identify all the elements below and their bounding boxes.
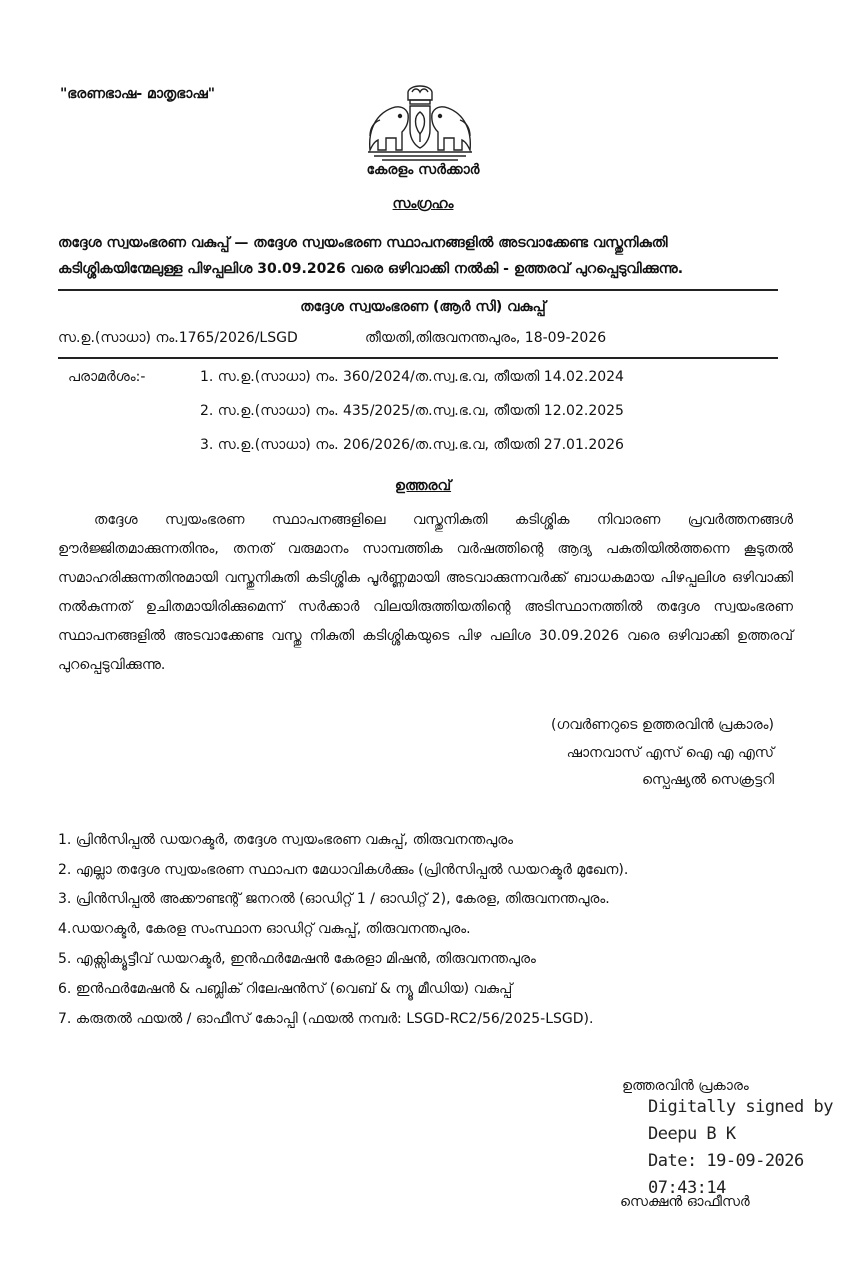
subject-block xyxy=(58,230,793,282)
signatory-designation: സ്പെഷ്യൽ സെക്രട്ടറി xyxy=(641,772,774,788)
department-name: തദ്ദേശ സ്വയംഭരണ (ആർ സി) വകുപ്പ് xyxy=(300,299,546,315)
subject-line: കടിശ്ശികയിന്മേലുള്ള പിഴപ്പലിശ 30.09.2026 വരെ ഒഴിവാക്കി നൽകി - ഉത്തരവ് പുറപ്പെടുവിക്കുന്നു. xyxy=(58,261,684,277)
go-number: സ.ഉ.(സാധാ) നം.1765/2026/LSGD xyxy=(58,330,298,346)
reference-item: 3. സ.ഉ.(സാധാ) നം. 206/2026/ത.സ്വ.ഭ.വ, തീയതി 27.01.2026 xyxy=(200,437,624,453)
divider xyxy=(58,357,778,359)
order-body: തദ്ദേശ സ്വയംഭരണ സ്ഥാപനങ്ങളിലെ വസ്തുനികുതി കടിശ്ശിക നിവാരണ പ്രവർത്തനങ്ങൾ ഊർജ്ജിതമാക്കുന്നതിനും, തനത് വരുമാനം സാമ്പത്തിക വർഷത്തിന്റെ ആദ്യ പകുതിയിൽത്തന്നെ കൂടുതൽ സമാഹരിക്കുന്നതിനുമായി വസ്തുനികുതി കടിശ്ശിക പൂർണ്ണമായി അടവാക്കുന്നവർക്ക് ബാധകമായ പിഴപ്പലിശ ഒഴിവാക്കി നൽകുന്നത് ഉചിതമായിരിക്കുമെന്ന് സർക്കാർ വിലയിരുത്തിയതിന്റെ അടിസ്ഥാനത്തിൽ തദ്ദേശ സ്വയംഭരണ സ്ഥാപനങ്ങളിൽ അടവാക്കേണ്ട വസ്തു നികുതി കടിശ്ശികയുടെ പിഴ പലിശ 30.09.2026 വരെ ഒഴിവാക്കി ഉത്തരവ് പുറപ്പെടുവിക്കുന്നു. xyxy=(58,512,793,673)
recipient-item: 1. പ്രിൻസിപ്പൽ ഡയറക്ടർ, തദ്ദേശ സ്വയംഭരണ വകുപ്പ്, തിരുവനന്തപുരം xyxy=(58,832,514,848)
signatory-name: ഷാനവാസ് എസ് ഐ എ എസ് xyxy=(566,745,774,761)
digital-signature-time: 07:43:14 xyxy=(648,1178,726,1198)
recipient-item: 3. പ്രിൻസിപ്പൽ അക്കൗണ്ടന്റ് ജനറൽ (ഓഡിറ്റ് 1 / ഓഡിറ്റ് 2), കേരള, തിരുവനന്തപുരം. xyxy=(58,891,610,907)
abstract-heading: സംഗ്രഹം xyxy=(392,196,454,212)
divider xyxy=(58,289,778,291)
footer-by-order: ഉത്തരവിൻ പ്രകാരം xyxy=(622,1078,749,1094)
reference-item: 2. സ.ഉ.(സാധാ) നം. 435/2025/ത.സ്വ.ഭ.വ, തീയതി 12.02.2025 xyxy=(200,403,624,419)
digital-signature xyxy=(648,1094,833,1202)
digital-signature-line: Digitally signed by xyxy=(648,1097,833,1117)
recipient-item: 2. എല്ലാ തദ്ദേശ സ്വയംഭരണ സ്ഥാപന മേധാവികൾക്കും (പ്രിൻസിപ്പൽ ഡയറക്ടർ മുഖേന). xyxy=(58,862,629,878)
recipient-item: 6. ഇൻഫർമേഷൻ & പബ്ലിക് റിലേഷൻസ് (വെബ് & ന്യൂ മീഡിയ) വകുപ്പ് xyxy=(58,981,513,997)
digital-signature-signer: Deepu B K xyxy=(648,1124,736,1144)
references-label: പരാമർശം:- xyxy=(68,369,146,385)
digital-signature-date: Date: 19-09-2026 xyxy=(648,1151,804,1171)
go-date-place: തീയതി,തിരുവനന്തപുരം, 18-09-2026 xyxy=(365,330,607,346)
signatory-by-order: (ഗവർണറുടെ ഉത്തരവിൻ പ്രകാരം) xyxy=(551,717,774,733)
recipient-item: 7. കരുതൽ ഫയൽ / ഓഫീസ് കോപ്പി (ഫയൽ നമ്പർ: LSGD-RC2/56/2025-LSGD). xyxy=(58,1011,594,1027)
recipient-item: 4.ഡയറക്ടർ, കേരള സംസ്ഥാന ഓഡിറ്റ് വകുപ്പ്, തിരുവനന്തപുരം. xyxy=(58,921,471,937)
reference-item: 1. സ.ഉ.(സാധാ) നം. 360/2024/ത.സ്വ.ഭ.വ, തീയതി 14.02.2024 xyxy=(200,369,624,385)
recipient-item: 5. എക്സിക്യൂട്ടീവ് ഡയറക്ടർ, ഇൻഫർമേഷൻ കേരളാ മിഷൻ, തിരുവനന്തപുരം xyxy=(58,951,536,967)
kerala-state-emblem-icon xyxy=(362,78,478,164)
order-heading: ഉത്തരവ് xyxy=(394,478,452,494)
government-title: കേരളം സർക്കാർ xyxy=(366,162,480,178)
motto: "ഭരണഭാഷ- മാതൃഭാഷ" xyxy=(60,86,216,102)
subject-line: തദ്ദേശ സ്വയംഭരണ വകുപ്പ് — തദ്ദേശ സ്വയംഭരണ സ്ഥാപനങ്ങളിൽ അടവാക്കേണ്ട വസ്തുനികുതി xyxy=(58,235,668,251)
section-officer: സെക്ഷൻ ഓഫീസർ xyxy=(620,1194,750,1210)
